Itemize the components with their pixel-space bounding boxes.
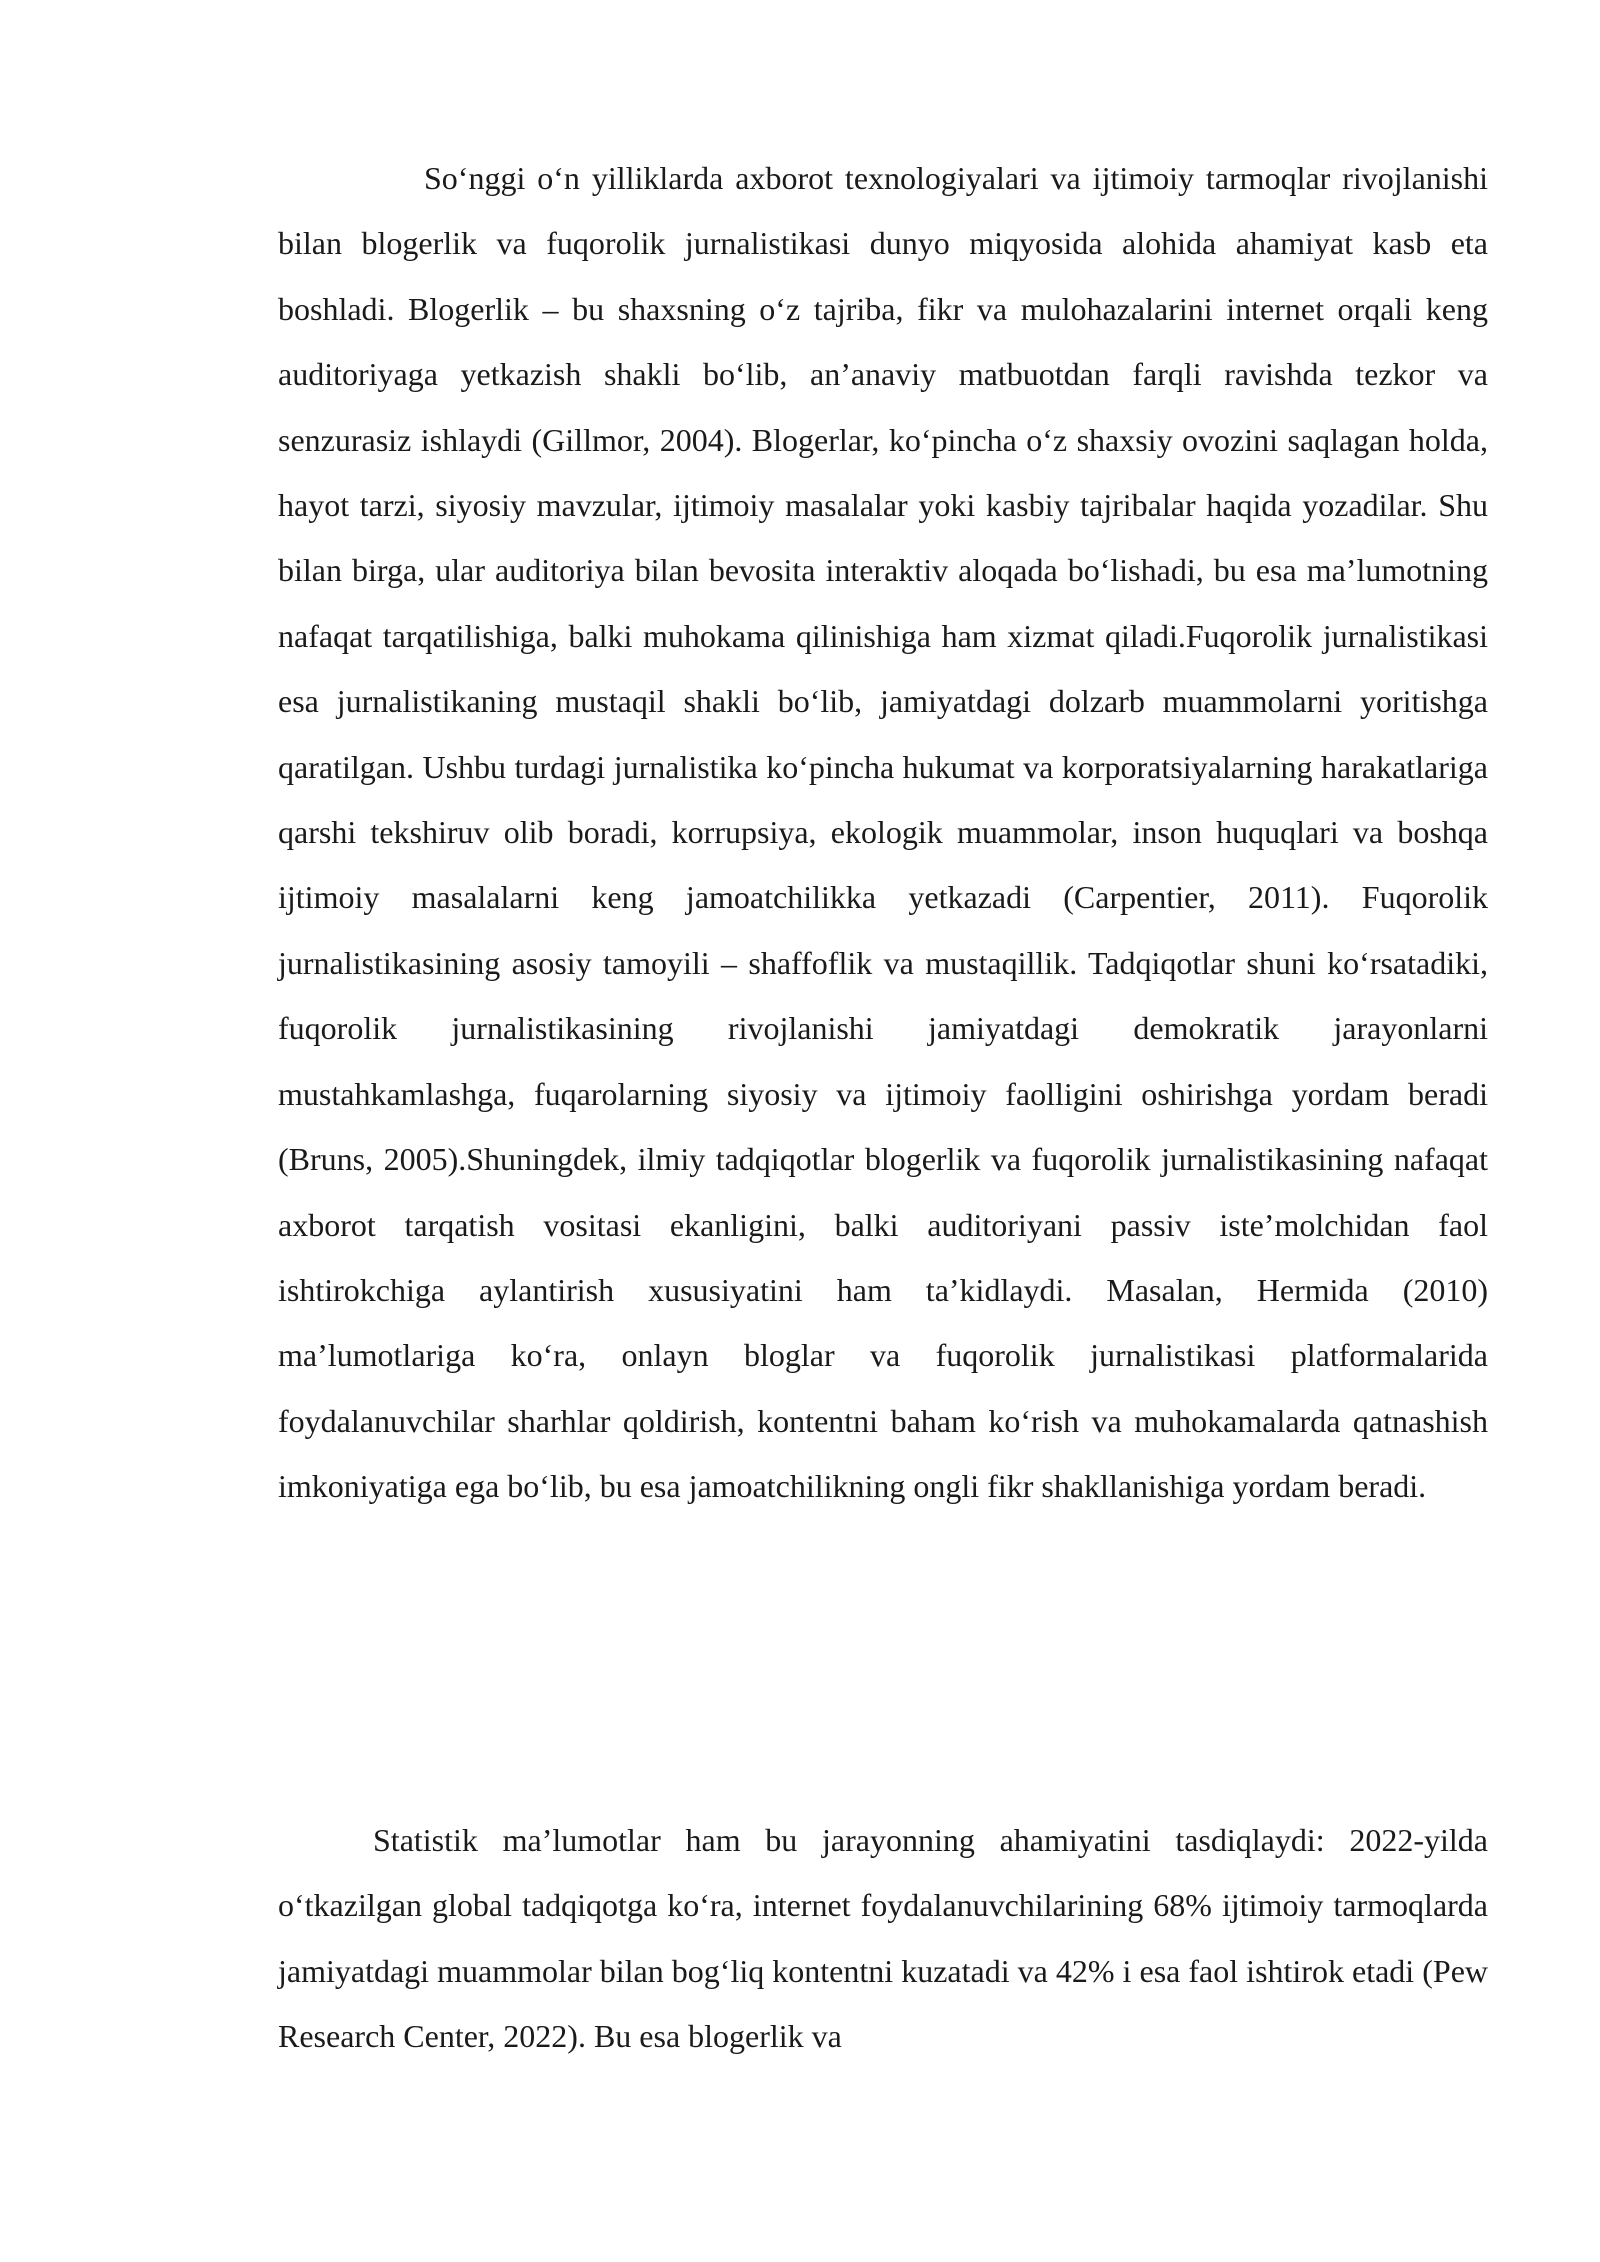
body-paragraph-1 <box>278 146 1488 1520</box>
paragraph-text: Statistik ma’lumotlar ham bu jarayonning ahamiyatini tasdiqlaydi: 2022-yilda o‘tkazilgan global tadqiqotga ko‘ra, internet foydalanuvchilarining 68% ijtimoiy tarmoqlarda jamiyatdagi muammolar bilan bog‘liq kontentni kuzatadi va 42% i esa faol ishtirok etadi (Pew Research Center, 2022). Bu esa blogerlik va <box>278 1822 1488 2055</box>
paragraph-text: So‘nggi o‘n yilliklarda axborot texnologiyalari va ijtimoiy tarmoqlar rivojlanishi bilan blogerlik va fuqorolik jurnalistikasi dunyo miqyosida alohida ahamiyat kasb eta boshladi. Blogerlik – bu shaxsning o‘z tajriba, fikr va mulohazalarini internet orqali keng auditoriyaga yetkazish shakli bo‘lib, an’anaviy matbuotdan farqli ravishda tezkor va senzurasiz ishlaydi (Gillmor, 2004). Blogerlar, ko‘pincha o‘z shaxsiy ovozini saqlagan holda, hayot tarzi, siyosiy mavzular, ijtimoiy masalalar yoki kasbiy tajribalar haqida yozadilar. Shu bilan birga, ular auditoriya bilan bevosita interaktiv aloqada bo‘lishadi, bu esa ma’lumotning nafaqat tarqatilishiga, balki muhokama qilinishiga ham xizmat qiladi.Fuqorolik jurnalistikasi esa jurnalistikaning mustaqil shakli bo‘lib, jamiyatdagi dolzarb muammolarni yoritishga qaratilgan. Ushbu turdagi jurnalistika ko‘pincha hukumat va korporatsiyalarning harakatlariga qarshi tekshiruv olib boradi, korrupsiya, ekologik muammolar, inson huquqlari va boshqa ijtimoiy masalalarni keng jamoatchilikka yetkazadi (Carpentier, 2011). Fuqorolik jurnalistikasining asosiy tamoyili – shaffoflik va mustaqillik. Tadqiqotlar shuni ko‘rsatadiki, fuqorolik jurnalistikasining rivojlanishi jamiyatdagi demokratik jarayonlarni mustahkamlashga, fuqarolarning siyosiy va ijtimoiy faolligini oshirishga yordam beradi (Bruns, 2005).Shuningdek, ilmiy tadqiqotlar blogerlik va fuqorolik jurnalistikasining nafaqat axborot tarqatish vositasi ekanligini, balki auditoriyani passiv iste’molchidan faol ishtirokchiga aylantirish xususiyatini ham ta’kidlaydi. Masalan, Hermida (2010) ma’lumotlariga ko‘ra, onlayn bloglar va fuqorolik jurnalistikasi platformalarida foydalanuvchilar sharhlar qoldirish, kontentni baham ko‘rish va muhokamalarda qatnashish imkoniyatiga ega bo‘lib, bu esa jamoatchilikning ongli fikr shakllanishiga yordam beradi. <box>278 160 1488 1505</box>
body-paragraph-2 <box>278 1808 1488 2070</box>
